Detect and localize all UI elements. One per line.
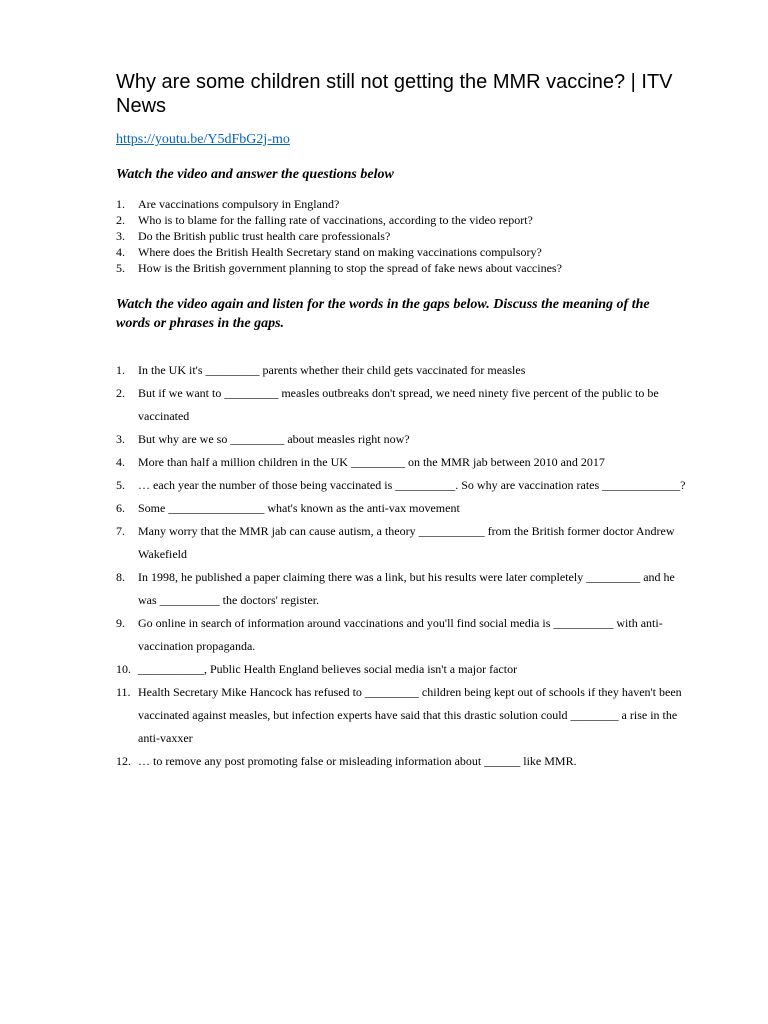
item-text: In the UK it's _________ parents whether their child gets vaccinated for measles [138, 363, 526, 377]
list-item [116, 520, 696, 566]
item-number: 3. [116, 229, 125, 243]
list-item [116, 658, 696, 681]
section1-heading: Watch the video and answer the questions below [116, 167, 394, 182]
item-number: 7. [116, 524, 125, 538]
item-text: Go online in search of information around vaccinations and you'll find social media is __________ with anti-vaccination propaganda. [138, 616, 663, 653]
item-number: 5. [116, 478, 125, 492]
item-text: More than half a million children in the UK _________ on the MMR jab between 2010 and 2017 [138, 455, 605, 469]
page-title: Why are some children still not getting the MMR vaccine? | ITV News [116, 71, 673, 117]
item-text: Where does the British Health Secretary stand on making vaccinations compulsory? [138, 245, 542, 259]
list-item [116, 451, 696, 474]
item-number: 1. [116, 197, 125, 211]
item-text: Some ________________ what's known as the anti-vax movement [138, 501, 460, 515]
list-item [116, 612, 696, 658]
gap-fill-list [116, 359, 696, 773]
item-number: 8. [116, 570, 125, 584]
list-item [116, 228, 716, 244]
questions-list [116, 196, 716, 276]
item-number: 4. [116, 455, 125, 469]
item-text: ___________, Public Health England believes social media isn't a major factor [138, 662, 518, 676]
list-item [116, 382, 696, 428]
list-item [116, 750, 696, 773]
item-number: 10. [116, 662, 131, 676]
worksheet-page [116, 70, 716, 773]
item-number: 4. [116, 245, 125, 259]
item-number: 6. [116, 501, 125, 515]
list-item [116, 428, 696, 451]
section2-heading: Watch the video again and listen for the words in the gaps below. Discuss the meaning of the words or phrases in the gaps. [116, 297, 650, 331]
item-number: 5. [116, 261, 125, 275]
list-item [116, 244, 716, 260]
list-item [116, 681, 696, 750]
list-item [116, 212, 716, 228]
item-text: Do the British public trust health care professionals? [138, 229, 391, 243]
item-text: But why are we so _________ about measles right now? [138, 432, 410, 446]
item-text: How is the British government planning to stop the spread of fake news about vaccines? [138, 261, 562, 275]
item-number: 1. [116, 363, 125, 377]
item-text: But if we want to _________ measles outbreaks don't spread, we need ninety five percent of the public to be vaccinated [138, 386, 659, 423]
item-text: Who is to blame for the falling rate of vaccinations, according to the video report? [138, 213, 533, 227]
video-link[interactable]: https://youtu.be/Y5dFbG2j-mo [116, 132, 290, 147]
item-number: 2. [116, 213, 125, 227]
list-item [116, 196, 716, 212]
item-text: … each year the number of those being vaccinated is __________. So why are vaccination rates _____________? [138, 478, 686, 492]
item-number: 12. [116, 754, 131, 768]
item-number: 11. [116, 685, 131, 699]
item-text: Many worry that the MMR jab can cause autism, a theory ___________ from the British former doctor Andrew Wakefield [138, 524, 675, 561]
item-text: In 1998, he published a paper claiming there was a link, but his results were later completely _________ and he was __________ the doctors' register. [138, 570, 675, 607]
list-item [116, 497, 696, 520]
list-item [116, 474, 696, 497]
list-item [116, 359, 696, 382]
item-text: … to remove any post promoting false or misleading information about ______ like MMR. [138, 754, 577, 768]
list-item [116, 260, 716, 276]
list-item [116, 566, 696, 612]
item-number: 2. [116, 386, 125, 400]
item-number: 3. [116, 432, 125, 446]
item-text: Are vaccinations compulsory in England? [138, 197, 340, 211]
item-text: Health Secretary Mike Hancock has refused to _________ children being kept out of schools if they haven't been vaccinated against measles, but infection experts have said that this drastic solution could ________ a rise in the anti-vaxxer [138, 685, 682, 745]
item-number: 9. [116, 616, 125, 630]
